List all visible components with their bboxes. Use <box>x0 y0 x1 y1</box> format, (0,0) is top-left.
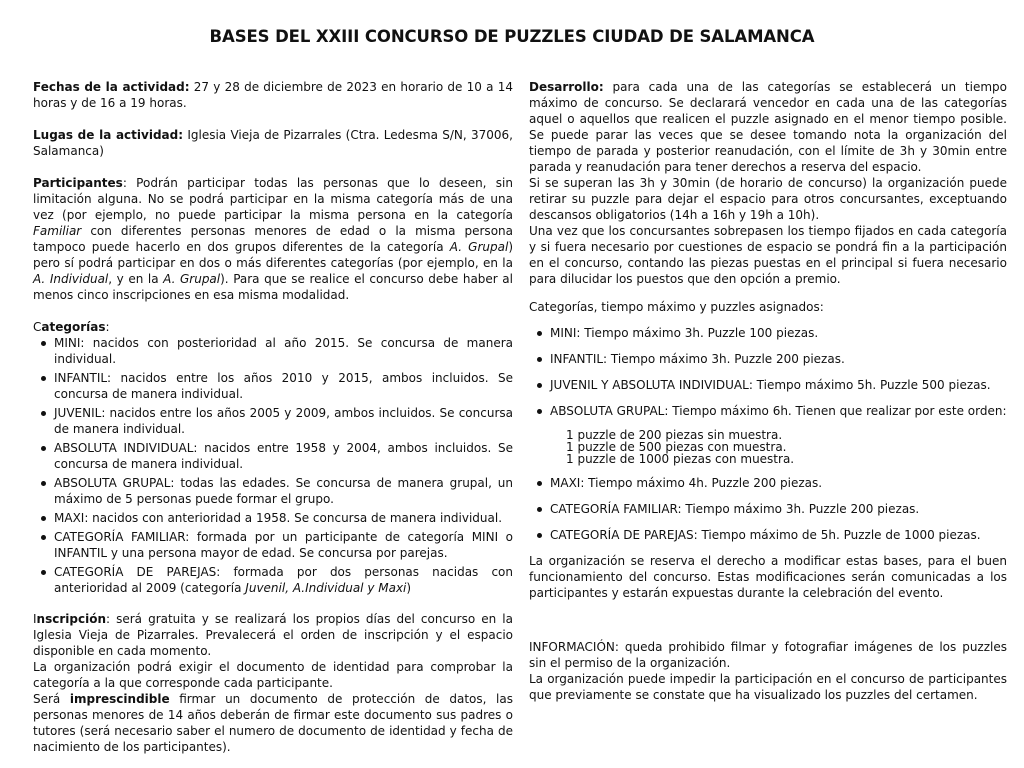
categorias-list <box>33 335 513 596</box>
document-title: BASES DEL XXIII CONCURSO DE PUZZLES CIUDAD DE SALAMANCA <box>209 27 815 46</box>
proteccion-text: firmar un documento de protección de datos, las personas menores de 14 años deberán de firmar este documento sus padres o tutores (será necesario saber el numero de documento de identidad y fecha de nacimiento de los participantes). <box>33 692 513 754</box>
lugar-text: Iglesia Vieja de Pizarrales (Ctra. Ledesma S/N, 37006, Salamanca) <box>33 128 513 158</box>
participantes-text: ). Para que se realice el concurso debe haber al menos cinco inscripciones en esa misma modalidad. <box>33 272 513 302</box>
categorias-heading <box>33 319 513 335</box>
list-item: INFANTIL: Tiempo máximo 3h. Puzzle 200 piezas. <box>529 351 1007 367</box>
list-item: MINI: Tiempo máximo 3h. Puzzle 100 piezas. <box>529 325 1007 341</box>
list-item: JUVENIL: nacidos entre los años 2005 y 2009, ambos incluidos. Se concursa de manera individual. <box>33 405 513 437</box>
fechas-text: 27 y 28 de diciembre de 2023 en horario de 10 a 14 horas y de 16 a 19 horas. <box>33 80 513 110</box>
participantes-label: Participantes <box>33 176 123 190</box>
participantes-text: con diferentes personas menores de edad o la misma persona tampoco puede hacerlo en dos grupos diferentes de la categoría <box>33 224 513 254</box>
list-item: ABSOLUTA GRUPAL: Tiempo máximo 6h. Tienen que realizar por este orden: <box>529 403 1007 419</box>
list-item: JUVENIL Y ABSOLUTA INDIVIDUAL: Tiempo máximo 5h. Puzzle 500 piezas. <box>529 377 1007 393</box>
list-item: ABSOLUTA INDIVIDUAL: nacidos entre 1958 y 2004, ambos incluidos. Se concursa de manera individual. <box>33 440 513 472</box>
superan-paragraph: Si se superan las 3h y 30min (de horario de concurso) la organización puede retirar su puzzle para dejar el espacio para otros concursantes, exceptuando descansos obligatorios (14h a 16h y 19h a 10h). <box>529 176 1007 222</box>
documento-paragraph: La organización podrá exigir el documento de identidad para comprobar la categoría a la que corresponde cada participante. <box>33 660 513 690</box>
participantes-paragraph <box>33 175 513 303</box>
inscripcion-initial: I <box>33 612 37 626</box>
grupal-orden-list <box>529 429 1007 465</box>
list-item: MAXI: nacidos con anterioridad a 1958. Se concursa de manera individual. <box>33 510 513 526</box>
list-item-parejas <box>33 564 513 596</box>
parejas-text: CATEGORÍA DE PAREJAS: formada por dos personas nacidas con anterioridad al 2009 (categoría <box>54 565 513 595</box>
list-item: MINI: nacidos con posterioridad al año 2015. Se concursa de manera individual. <box>33 335 513 367</box>
inscripcion-label: nscripción <box>36 612 106 626</box>
desarrollo-paragraph <box>529 79 1007 175</box>
participantes-italic: A. Grupal <box>449 240 509 254</box>
sera-text: Será <box>33 692 70 706</box>
parejas-end: ) <box>406 581 412 595</box>
tiempos-list-2 <box>529 475 1007 543</box>
reserva-paragraph: La organización se reserva el derecho a modificar estas bases, para el buen funcionamiento del concurso. Estas modificaciones serán comunicadas a los participantes y estarán expuestas durante la celebración del evento. <box>529 554 1007 600</box>
participantes-text: ) pero sí podrá participar en dos o más diferentes categorías (por ejemplo, en la <box>33 240 514 270</box>
categorias-initial: C <box>33 320 42 334</box>
proteccion-paragraph <box>33 691 513 755</box>
grupal-orden-item: 1 puzzle de 1000 piezas con muestra. <box>566 452 795 466</box>
sobrepasen-paragraph: Una vez que los concursantes sobrepasen los tiempo fijados en cada categoría y si fuera necesario por cuestiones de espacio se pondrá fin a la participación en el concurso, contando las piezas puestas en el principal si fuera necesario para dilucidar los puestos que den opción a premio. <box>529 224 1007 286</box>
desarrollo-label: Desarrollo: <box>529 80 604 94</box>
list-item: CATEGORÍA DE PAREJAS: Tiempo máximo de 5h. Puzzle de 1000 piezas. <box>529 527 1007 543</box>
list-item: CATEGORÍA FAMILIAR: formada por un participante de categoría MINI o INFANTIL y una persona mayor de edad. Se concursa por parejas. <box>33 529 513 561</box>
participantes-italic: Familiar <box>33 224 82 238</box>
list-item: INFANTIL: nacidos entre los años 2010 y 2015, ambos incluidos. Se concursa de manera individual. <box>33 370 513 402</box>
list-item: ABSOLUTA GRUPAL: todas las edades. Se concursa de manera grupal, un máximo de 5 personas puede formar el grupo. <box>33 475 513 507</box>
fechas-label: Fechas de la actividad: <box>33 80 190 94</box>
participantes-italic: A. Individual <box>33 272 109 286</box>
tiempos-list <box>529 325 1007 419</box>
impedir-paragraph: La organización puede impedir la participación en el concurso de participantes que previamente se constate que ha visualizado los puzzles del certamen. <box>529 672 1007 702</box>
right-column <box>529 79 1007 703</box>
grupal-orden-item: 1 puzzle de 500 piezas con muestra. <box>566 440 787 454</box>
list-item: CATEGORÍA FAMILIAR: Tiempo máximo 3h. Puzzle 200 piezas. <box>529 501 1007 517</box>
lugar-paragraph <box>33 127 513 159</box>
informacion-paragraph: INFORMACIÓN: queda prohibido filmar y fotografiar imágenes de los puzzles sin el permiso de la organización. <box>529 640 1007 670</box>
fechas-paragraph <box>33 79 513 111</box>
participantes-text: , y en la <box>108 272 164 286</box>
inscripcion-paragraph <box>33 611 513 659</box>
parejas-italic: Juvenil, A.Individual y Maxi <box>245 581 407 595</box>
categorias-colon: : <box>105 320 110 334</box>
lugar-label: Lugas de la actividad: <box>33 128 184 142</box>
desarrollo-text: para cada una de las categorías se establecerá un tiempo máximo de concurso. Se declarará vencedor en cada una de las categorías aquel o aquellos que realicen el puzzle asignado en el menor tiempo posible. Se puede parar las veces que se desee tomando nota la organización del tiempo de parada y posterior reanudación, con el límite de 3h y 30min entre parada y reanudación para tener derechos a reserva del espacio. <box>529 80 1007 174</box>
tiempos-title: Categorías, tiempo máximo y puzzles asignados: <box>529 300 824 314</box>
list-item: MAXI: Tiempo máximo 4h. Puzzle 200 piezas. <box>529 475 1007 491</box>
grupal-orden-item: 1 puzzle de 200 piezas sin muestra. <box>566 428 783 442</box>
categorias-label: ategorías <box>41 320 106 334</box>
imprescindible-label: imprescindible <box>69 692 170 706</box>
participantes-text: : Podrán participar todas las personas que lo deseen, sin limitación alguna. No se podrá participar en la misma categoría más de una vez (por ejemplo, no puede participar la misma persona en la categoría <box>33 176 513 222</box>
left-column <box>33 79 513 755</box>
participantes-italic: A. Grupal <box>163 272 221 286</box>
inscripcion-text: : será gratuita y se realizará los propios días del concurso en la Iglesia Vieja de Pizarrales. Prevalecerá el orden de inscripción y el espacio disponible en cada momento. <box>33 612 513 658</box>
